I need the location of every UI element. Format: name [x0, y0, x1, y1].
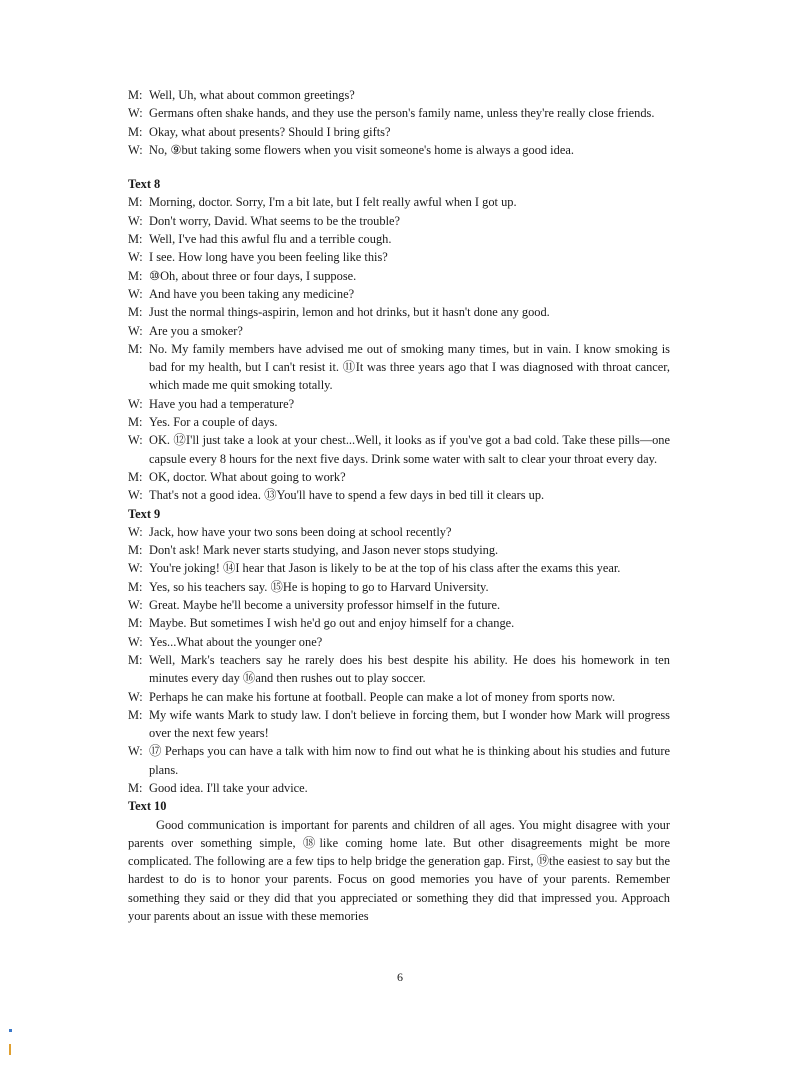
speaker: W:	[128, 142, 143, 157]
utterance: ⑰ Perhaps you can have a talk with him now to find out what he is thinking about his studies and future plans.	[149, 744, 670, 777]
utterance: OK, doctor. What about going to work?	[149, 469, 346, 484]
speaker: W:	[128, 396, 143, 411]
utterance: Germans often shake hands, and they use the person's family name, unless they're really close friends.	[149, 106, 655, 121]
speaker: W:	[128, 323, 143, 338]
margin-dot-marker	[9, 1029, 12, 1032]
margin-bar-marker	[9, 1044, 11, 1055]
dialogue-line	[128, 141, 670, 159]
utterance: Are you a smoker?	[149, 323, 243, 338]
dialogue-line	[128, 596, 670, 614]
utterance: Jack, how have your two sons been doing at school recently?	[149, 524, 452, 539]
dialogue-line	[128, 614, 670, 632]
speaker: W:	[128, 433, 143, 448]
text8-dialogue	[128, 193, 670, 504]
dialogue-line	[128, 633, 670, 651]
dialogue-line	[128, 248, 670, 266]
utterance: Yes, so his teachers say. ⑮He is hoping to go to Harvard University.	[149, 579, 489, 594]
speaker: M:	[128, 616, 143, 631]
speaker: W:	[128, 744, 143, 759]
dialogue-line	[128, 651, 670, 688]
speaker: M:	[128, 232, 143, 247]
utterance: Morning, doctor. Sorry, I'm a bit late, but I felt really awful when I got up.	[149, 195, 517, 210]
speaker: M:	[128, 124, 143, 139]
section-title-text10: Text 10	[128, 799, 167, 814]
speaker: M:	[128, 305, 143, 320]
text9-dialogue	[128, 523, 670, 797]
dialogue-line	[128, 706, 670, 743]
dialogue-line	[128, 123, 670, 141]
speaker: W:	[128, 524, 143, 539]
dialogue-line	[128, 104, 670, 122]
utterance: You're joking! ⑭I hear that Jason is likely to be at the top of his class after the exams this year.	[149, 561, 621, 576]
dialogue-line	[128, 285, 670, 303]
dialogue-line	[128, 303, 670, 321]
speaker: M:	[128, 341, 143, 356]
speaker: M:	[128, 195, 143, 210]
dialogue-line	[128, 86, 670, 104]
utterance: Just the normal things-aspirin, lemon and hot drinks, but it hasn't done any good.	[149, 305, 550, 320]
dialogue-line	[128, 413, 670, 431]
document-body	[128, 86, 670, 925]
utterance: Great. Maybe he'll become a university professor himself in the future.	[149, 598, 501, 613]
dialogue-line	[128, 541, 670, 559]
dialogue-line	[128, 340, 670, 395]
utterance: Good idea. I'll take your advice.	[149, 780, 308, 795]
page-number: 6	[397, 970, 403, 984]
speaker: M:	[128, 543, 143, 558]
speaker: M:	[128, 652, 143, 667]
utterance: Okay, what about presents? Should I bring gifts?	[149, 124, 391, 139]
dialogue-top	[128, 86, 670, 159]
speaker: M:	[128, 268, 143, 283]
utterance: OK. ⑫I'll just take a look at your chest...Well, it looks as if you've got a bad cold. Take these pills—one capsule every 8 hours for the next five days. Drink some water with salt to clear your throat every day.	[149, 433, 670, 466]
speaker: W:	[128, 689, 143, 704]
utterance: Maybe. But sometimes I wish he'd go out and enjoy himself for a change.	[149, 616, 515, 631]
dialogue-line	[128, 779, 670, 797]
section-title-text8: Text 8	[128, 177, 161, 192]
speaker: W:	[128, 561, 143, 576]
utterance: My wife wants Mark to study law. I don't believe in forcing them, but I wonder how Mark will progress over the next few years!	[149, 707, 670, 741]
dialogue-line	[128, 523, 670, 541]
speaker: M:	[128, 469, 143, 484]
dialogue-line	[128, 267, 670, 285]
dialogue-line	[128, 559, 670, 577]
dialogue-line	[128, 212, 670, 230]
speaker: W:	[128, 488, 143, 503]
speaker: W:	[128, 598, 143, 613]
speaker: W:	[128, 213, 143, 228]
utterance: ⑩Oh, about three or four days, I suppose.	[149, 268, 357, 283]
utterance: Have you had a temperature?	[149, 396, 295, 411]
speaker: W:	[128, 634, 143, 649]
dialogue-line	[128, 193, 670, 211]
dialogue-line	[128, 322, 670, 340]
dialogue-line	[128, 468, 670, 486]
dialogue-line	[128, 230, 670, 248]
speaker: M:	[128, 780, 143, 795]
dialogue-line	[128, 431, 670, 468]
dialogue-line	[128, 486, 670, 504]
speaker: M:	[128, 579, 143, 594]
utterance: Well, Uh, what about common greetings?	[149, 88, 355, 102]
speaker: W:	[128, 106, 143, 121]
utterance: Yes. For a couple of days.	[149, 415, 278, 430]
dialogue-line	[128, 578, 670, 596]
speaker: W:	[128, 286, 143, 301]
utterance: Don't worry, David. What seems to be the trouble?	[149, 213, 401, 228]
utterance: And have you been taking any medicine?	[149, 286, 355, 301]
speaker: M:	[128, 415, 143, 430]
section-title-text9: Text 9	[128, 506, 161, 521]
dialogue-line	[128, 395, 670, 413]
utterance: Well, I've had this awful flu and a terrible cough.	[149, 232, 392, 247]
speaker: W:	[128, 250, 143, 265]
utterance: No, ⑨but taking some flowers when you visit someone's home is always a good idea.	[149, 142, 574, 157]
dialogue-line	[128, 688, 670, 706]
utterance: That's not a good idea. ⑬You'll have to spend a few days in bed till it clears up.	[149, 488, 545, 503]
dialogue-line	[128, 742, 670, 779]
utterance: Yes...What about the younger one?	[149, 634, 323, 649]
utterance: Perhaps he can make his fortune at football. People can make a lot of money from sports now.	[149, 689, 616, 704]
utterance: No. My family members have advised me out of smoking many times, but in vain. I know smoking is bad for my health, but I can't resist it. ⑪It was three years ago that I was diagnosed with throat cancer, which made me quit smoking totally.	[149, 341, 670, 393]
utterance: I see. How long have you been feeling like this?	[149, 250, 388, 265]
speaker: M:	[128, 88, 143, 102]
utterance: Well, Mark's teachers say he rarely does his best despite his ability. He does his homework in ten minutes every day ⑯and then rushes out to play soccer.	[149, 652, 670, 686]
speaker: M:	[128, 707, 143, 722]
utterance: Don't ask! Mark never starts studying, and Jason never stops studying.	[149, 543, 499, 558]
text10-paragraph: Good communication is important for parents and children of all ages. You might disagree with your parents over something simple, ⑱like coming home late. But other disagreements might be more complicated. The following are a few tips to help bridge the generation gap. First, ⑲the easiest to say but the hardest to do is to honor your parents. Focus on good memories you have of your parents. Remember something they said or they did that you appreciated or something they did that impressed you. Approach your parents about an issue with these memories	[128, 817, 670, 924]
